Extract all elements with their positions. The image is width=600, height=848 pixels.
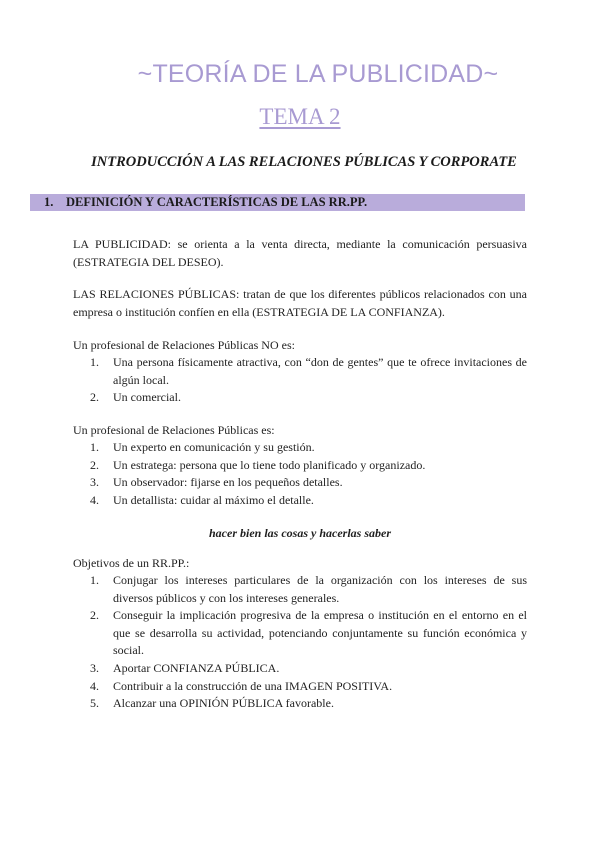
list-item-number: 4. — [90, 678, 99, 693]
list-item-text: Un estratega: persona que lo tiene todo planificado y organizado. — [113, 457, 426, 472]
section-title: DEFINICIÓN Y CARACTERÍSTICAS DE LAS RR.PP. — [66, 195, 368, 209]
list-item — [73, 695, 527, 713]
list-item-text: Un experto en comunicación y su gestión. — [113, 440, 315, 454]
list-item — [73, 439, 527, 457]
section-number: 1. — [44, 195, 54, 209]
list-item — [73, 389, 527, 407]
paragraph-objetivos-intro: Objetivos de un RR.PP.: — [73, 556, 190, 570]
list-item — [73, 660, 527, 678]
motto: hacer bien las cosas y hacerlas saber — [209, 526, 391, 540]
list-item-number: 5. — [90, 696, 99, 711]
list-objetivos — [73, 572, 527, 713]
list-item-text: Un detallista: cuidar al máximo el detalle. — [113, 492, 314, 507]
list-item — [73, 474, 527, 492]
document-title: ~TEORÍA DE LA PUBLICIDAD~ — [137, 60, 499, 88]
paragraph-publicidad: LA PUBLICIDAD: se orienta a la venta directa, mediante la comunicación persuasiva (ESTRATEGIA DEL DESEO). — [73, 237, 527, 269]
list-item — [73, 678, 527, 696]
list-item-number: 2. — [90, 390, 99, 405]
paragraph-relaciones-publicas: LAS RELACIONES PÚBLICAS: tratan de que los diferentes públicos relacionados con una empresa o institución confíen en ella (ESTRATEGIA DE LA CONFIANZA). — [73, 287, 527, 319]
list-item — [73, 572, 527, 607]
list-item-text: Alcanzar una OPINIÓN PÚBLICA favorable. — [113, 696, 334, 711]
list-item-text: Un observador: fijarse en los pequeños detalles. — [113, 475, 343, 490]
paragraph-es-intro: Un profesional de Relaciones Públicas es: — [73, 423, 275, 437]
list-item-number: 1. — [90, 573, 99, 587]
list-item — [73, 492, 527, 510]
paragraph-no-es-intro: Un profesional de Relaciones Públicas NO es: — [73, 338, 295, 352]
list-item-text: Conjugar los intereses particulares de la organización con los intereses de sus diversos públicos y con los intereses generales. — [113, 573, 527, 605]
list-item-number: 1. — [90, 355, 99, 369]
list-item-number: 3. — [90, 660, 99, 675]
list-item-text: Contribuir a la construcción de una IMAGEN POSITIVA. — [113, 678, 393, 693]
list-no-es — [73, 354, 527, 407]
list-item-number: 4. — [90, 492, 99, 507]
list-item — [73, 354, 527, 389]
topic-subtitle: INTRODUCCIÓN A LAS RELACIONES PÚBLICAS Y CORPORATE — [91, 154, 517, 170]
list-item-text: Conseguir la implicación progresiva de la empresa o institución en el entorno en el que se desarrolla su actividad, potenciando conjuntamente su función económica y social. — [113, 608, 527, 658]
list-item-text: Una persona físicamente atractiva, con “don de gentes” que te ofrece invitaciones de algún local. — [113, 355, 527, 387]
list-item-number: 2. — [90, 457, 99, 472]
list-item-number: 2. — [90, 608, 99, 623]
list-item-text: Aportar CONFIANZA PÚBLICA. — [113, 660, 280, 675]
list-es — [73, 439, 527, 509]
list-item — [73, 607, 527, 660]
list-item-text: Un comercial. — [113, 390, 181, 405]
list-item — [73, 457, 527, 475]
section-heading — [30, 194, 525, 211]
list-item-number: 3. — [90, 475, 99, 490]
topic-heading: TEMA 2 — [259, 104, 341, 129]
list-item-number: 1. — [90, 440, 99, 454]
